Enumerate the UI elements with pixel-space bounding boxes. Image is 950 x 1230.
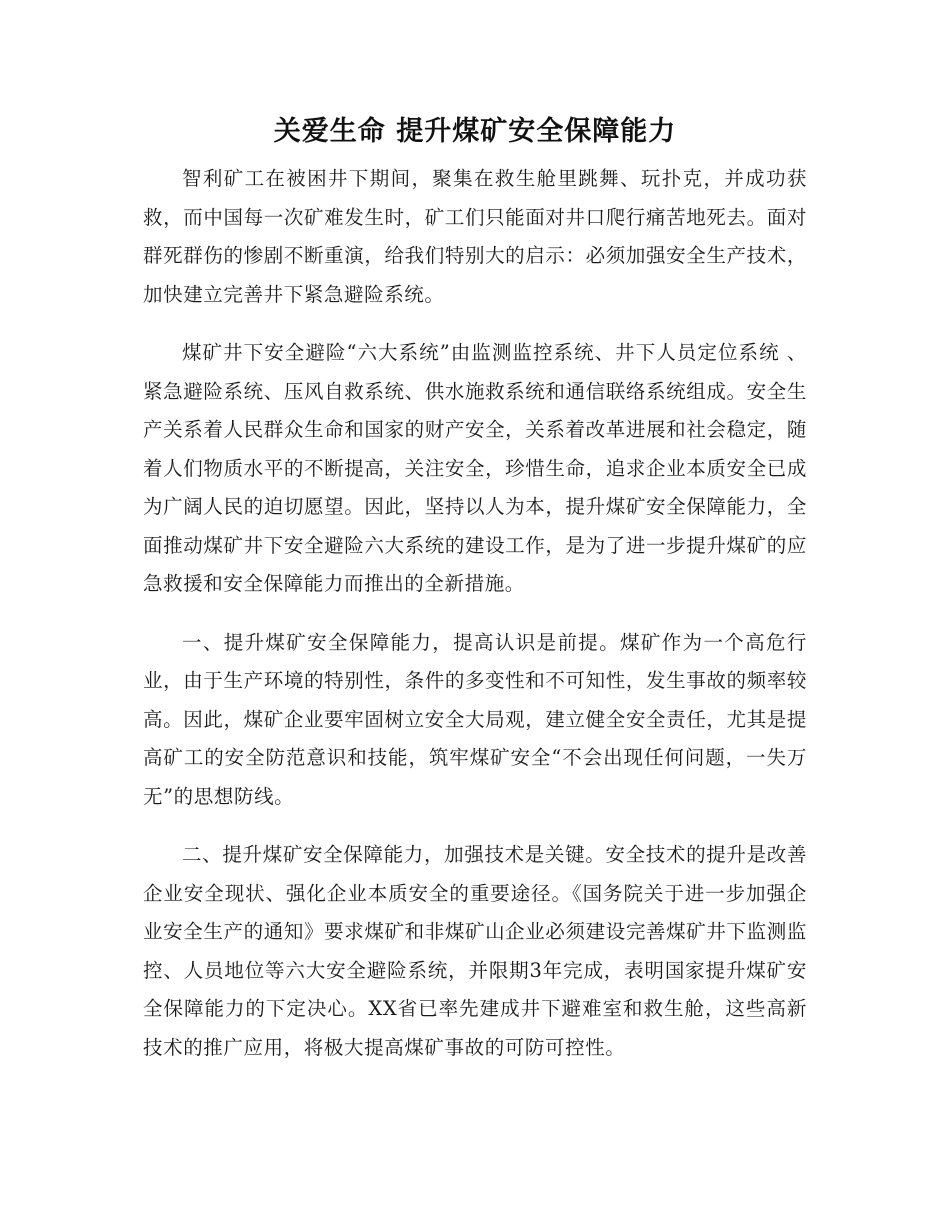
document-body (143, 160, 807, 1087)
paragraph-six-systems: 煤矿井下安全避险“六大系统”由监测监控系统、井下人员定位系统 、紧急避险系统、压风自救系统、供水施救系统和通信联络系统组成。安全生产关系着人民群众生命和国家的财产安全，关系着改革进展和社会稳定，随着人们物质水平的不断提高，关注安全，珍惜生命，追求企业本质安全已成为广阔人民的迫切愿望。因此，坚持以人为本，提升煤矿安全保障能力，全面推动煤矿井下安全避险六大系统的建设工作，是为了进一步提升煤矿的应急救援和安全保障能力而推出的全新措施。 (143, 341, 807, 595)
paragraph-point-one: 一、提升煤矿安全保障能力，提高认识是前提。煤矿作为一个高危行业，由于生产环境的特别性，条件的多变性和不可知性，发生事故的频率较高。因此，煤矿企业要牢固树立安全大局观，建立健全安全责任，尤其是提高矿工的安全防范意识和技能，筑牢煤矿安全“不会出现任何问题，一失万无”的思想防线。 (143, 630, 807, 808)
document-title: 关爱生命 提升煤矿安全保障能力 (273, 116, 677, 147)
paragraph-intro: 智利矿工在被困井下期间，聚集在救生舱里跳舞、玩扑克，并成功获救，而中国每一次矿难发生时，矿工们只能面对井口爬行痛苦地死去。面对群死群伤的惨剧不断重演，给我们特别大的启示：必须加强安全生产技术，加快建立完善井下紧急避险系统。 (143, 167, 807, 306)
paragraph-point-two: 二、提升煤矿安全保障能力，加强技术是关键。安全技术的提升是改善企业安全现状、强化企业本质安全的重要途径。《国务院关于进一步加强企业安全生产的通知》要求煤矿和非煤矿山企业必须建设完善煤矿井下监测监控、人员地位等六大安全避险系统，并限期3年完成，表明国家提升煤矿安全保障能力的下定决心。XX省已率先建成井下避难室和救生舱，这些高新技术的推广应用，将极大提高煤矿事故的可防可控性。 (143, 843, 807, 1059)
